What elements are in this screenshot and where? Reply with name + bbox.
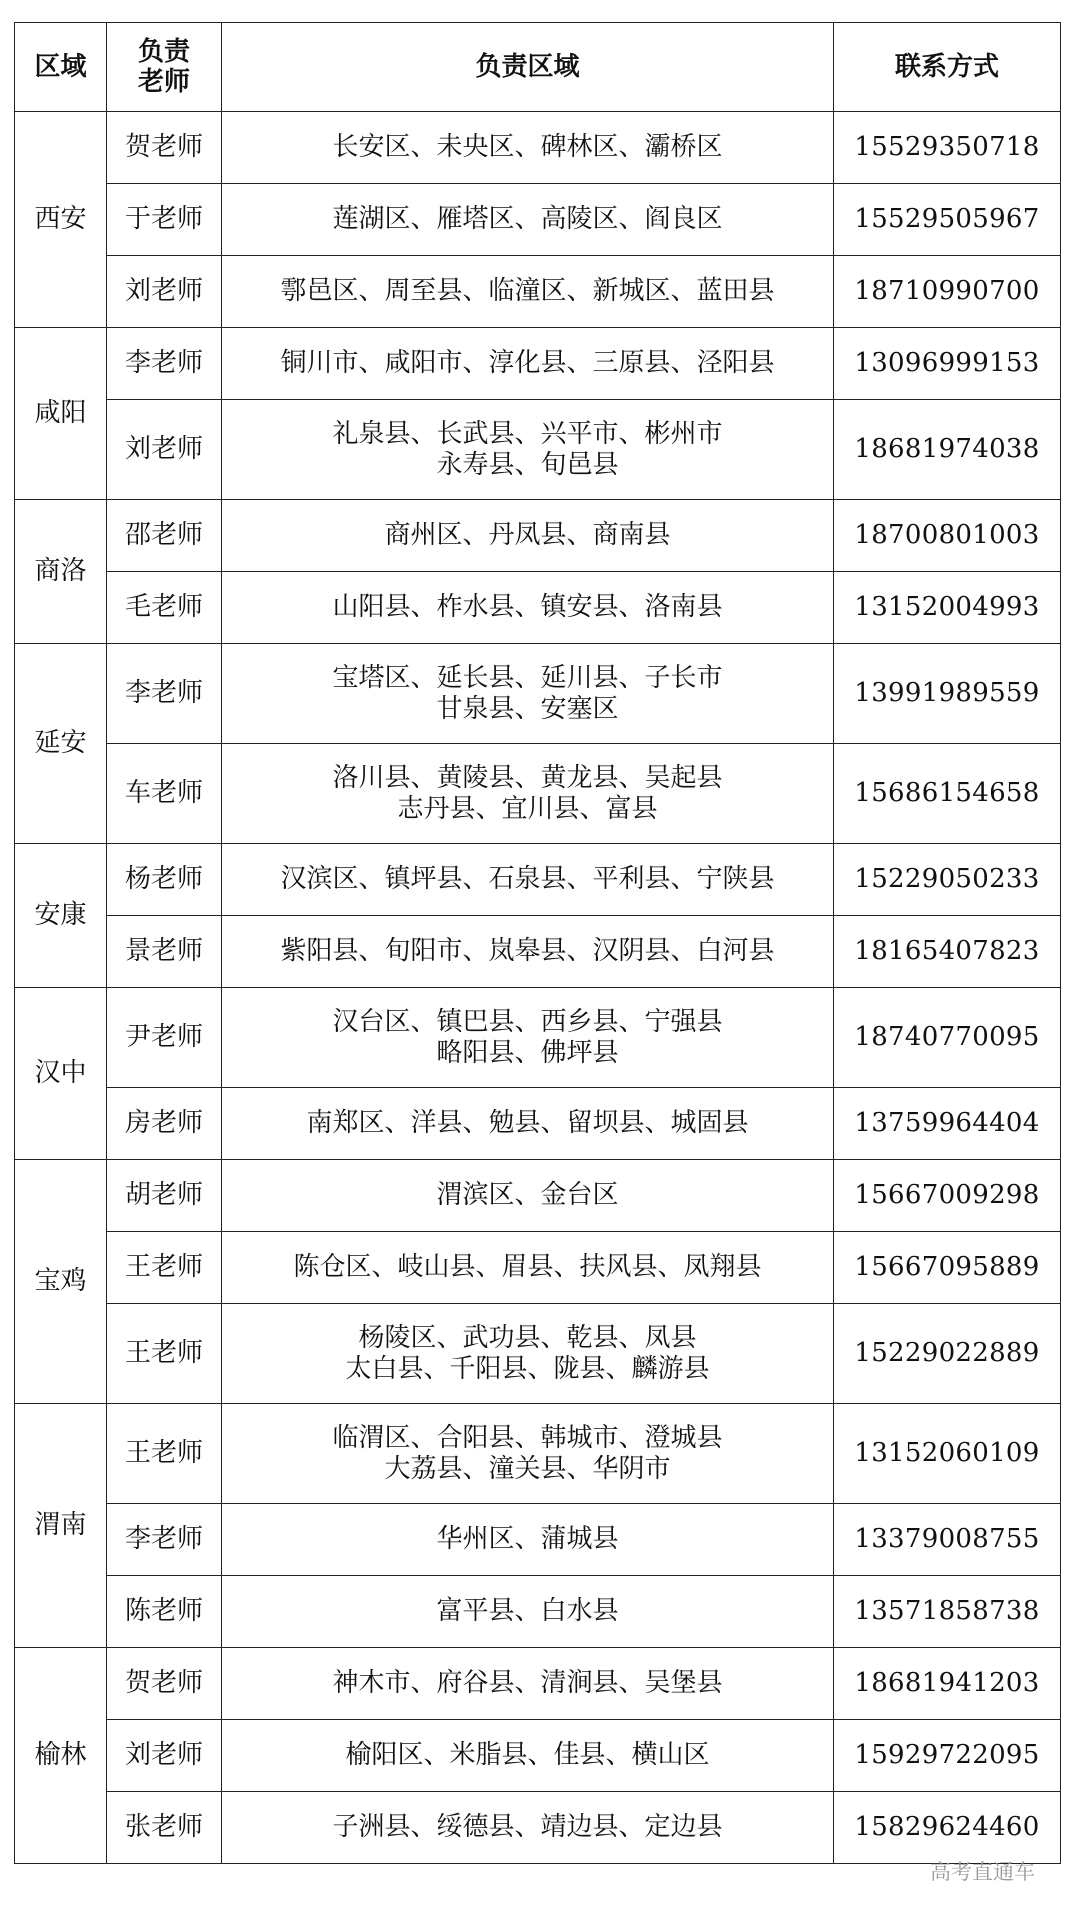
table-row (15, 500, 1061, 572)
teacher-cell: 尹老师 (107, 988, 222, 1088)
areas-line: 汉滨区、镇坪县、石泉县、平利县、宁陕县 (280, 864, 775, 894)
teacher-cell: 王老师 (107, 1304, 222, 1404)
areas-cell (222, 1504, 834, 1576)
areas-line: 略阳县、佛坪县 (436, 1037, 619, 1068)
teacher-cell: 邵老师 (107, 500, 222, 572)
areas-cell (222, 1720, 834, 1792)
header-teacher: 负责 老师 (107, 23, 222, 112)
table-row (15, 184, 1061, 256)
watermark: 高考直通车 (930, 1860, 1035, 1884)
phone-cell: 18165407823 (834, 916, 1061, 988)
table-row (15, 1576, 1061, 1648)
table-row (15, 328, 1061, 400)
areas-line: 洛川县、黄陵县、黄龙县、吴起县 (332, 762, 723, 793)
teacher-cell: 李老师 (107, 644, 222, 744)
teacher-cell: 贺老师 (107, 1648, 222, 1720)
areas-cell (222, 844, 834, 916)
areas-cell (222, 744, 834, 844)
phone-cell: 13991989559 (834, 644, 1061, 744)
areas-line: 子洲县、绥德县、靖边县、定边县 (332, 1812, 723, 1842)
table-row (15, 988, 1061, 1088)
areas-cell (222, 400, 834, 500)
table-row (15, 844, 1061, 916)
teacher-cell: 贺老师 (107, 112, 222, 184)
table-row (15, 744, 1061, 844)
teacher-cell: 房老师 (107, 1088, 222, 1160)
areas-line: 汉台区、镇巴县、西乡县、宁强县 (332, 1006, 723, 1037)
region-cell: 延安 (15, 644, 107, 844)
table-row (15, 644, 1061, 744)
table-row (15, 1792, 1061, 1864)
phone-cell: 13096999153 (834, 328, 1061, 400)
region-cell: 商洛 (15, 500, 107, 644)
areas-line: 太白县、千阳县、陇县、麟游县 (345, 1353, 710, 1384)
region-cell: 西安 (15, 112, 107, 328)
table-row (15, 112, 1061, 184)
table-row (15, 1720, 1061, 1792)
areas-cell (222, 256, 834, 328)
table-row (15, 916, 1061, 988)
areas-cell (222, 916, 834, 988)
teacher-cell: 胡老师 (107, 1160, 222, 1232)
areas-cell (222, 1304, 834, 1404)
areas-line: 神木市、府谷县、清涧县、吴堡县 (332, 1668, 723, 1698)
table-row (15, 400, 1061, 500)
region-cell: 榆林 (15, 1648, 107, 1864)
table-row (15, 572, 1061, 644)
region-cell: 安康 (15, 844, 107, 988)
phone-cell: 13152060109 (834, 1404, 1061, 1504)
phone-cell: 18740770095 (834, 988, 1061, 1088)
areas-line: 富平县、白水县 (436, 1596, 619, 1626)
phone-cell: 13759964404 (834, 1088, 1061, 1160)
phone-cell: 15229022889 (834, 1304, 1061, 1404)
areas-cell (222, 644, 834, 744)
header-contact: 联系方式 (834, 23, 1061, 112)
areas-line: 永寿县、旬邑县 (436, 449, 619, 480)
areas-cell (222, 1648, 834, 1720)
phone-cell: 15529350718 (834, 112, 1061, 184)
teacher-cell: 刘老师 (107, 400, 222, 500)
areas-line: 渭滨区、金台区 (436, 1180, 619, 1210)
teacher-cell: 王老师 (107, 1232, 222, 1304)
areas-line: 甘泉县、安塞区 (436, 693, 619, 724)
areas-line: 礼泉县、长武县、兴平市、彬州市 (332, 418, 723, 449)
teacher-cell: 毛老师 (107, 572, 222, 644)
teacher-cell: 王老师 (107, 1404, 222, 1504)
areas-cell (222, 1792, 834, 1864)
header-region: 区域 (15, 23, 107, 112)
contact-table (14, 22, 1061, 1864)
teacher-cell: 刘老师 (107, 256, 222, 328)
areas-line: 南郑区、洋县、勉县、留坝县、城固县 (306, 1108, 749, 1138)
teacher-cell: 杨老师 (107, 844, 222, 916)
areas-line: 山阳县、柞水县、镇安县、洛南县 (332, 592, 723, 622)
teacher-cell: 李老师 (107, 328, 222, 400)
phone-cell: 18700801003 (834, 500, 1061, 572)
areas-cell (222, 112, 834, 184)
teacher-cell: 张老师 (107, 1792, 222, 1864)
areas-line: 陈仓区、岐山县、眉县、扶风县、凤翔县 (293, 1252, 762, 1282)
teacher-cell: 李老师 (107, 1504, 222, 1576)
region-cell: 渭南 (15, 1404, 107, 1648)
phone-cell: 15929722095 (834, 1720, 1061, 1792)
table-row (15, 256, 1061, 328)
areas-line: 鄠邑区、周至县、临潼区、新城区、蓝田县 (280, 276, 775, 306)
phone-cell: 15229050233 (834, 844, 1061, 916)
region-cell: 汉中 (15, 988, 107, 1160)
areas-line: 华州区、蒲城县 (436, 1524, 619, 1554)
areas-cell (222, 1088, 834, 1160)
areas-cell (222, 328, 834, 400)
phone-cell: 13152004993 (834, 572, 1061, 644)
teacher-cell: 景老师 (107, 916, 222, 988)
header-areas: 负责区域 (222, 23, 834, 112)
areas-line: 宝塔区、延长县、延川县、子长市 (332, 662, 723, 693)
phone-cell: 15529505967 (834, 184, 1061, 256)
areas-line: 紫阳县、旬阳市、岚皋县、汉阴县、白河县 (280, 936, 775, 966)
table-row (15, 1232, 1061, 1304)
phone-cell: 13571858738 (834, 1576, 1061, 1648)
areas-cell (222, 988, 834, 1088)
areas-cell (222, 184, 834, 256)
areas-cell (222, 1576, 834, 1648)
phone-cell: 18681974038 (834, 400, 1061, 500)
areas-line: 铜川市、咸阳市、淳化县、三原县、泾阳县 (280, 348, 775, 378)
phone-cell: 15686154658 (834, 744, 1061, 844)
areas-line: 大荔县、潼关县、华阴市 (384, 1453, 671, 1484)
table-row (15, 1088, 1061, 1160)
areas-cell (222, 1160, 834, 1232)
areas-line: 长安区、未央区、碑林区、灞桥区 (332, 132, 723, 162)
phone-cell: 13379008755 (834, 1504, 1061, 1576)
areas-line: 商州区、丹凤县、商南县 (384, 520, 671, 550)
areas-cell (222, 500, 834, 572)
areas-line: 莲湖区、雁塔区、高陵区、阎良区 (332, 204, 723, 234)
teacher-cell: 陈老师 (107, 1576, 222, 1648)
phone-cell: 15829624460 (834, 1792, 1061, 1864)
teacher-cell: 刘老师 (107, 1720, 222, 1792)
teacher-cell: 于老师 (107, 184, 222, 256)
header-row (15, 23, 1061, 112)
phone-cell: 15667009298 (834, 1160, 1061, 1232)
areas-cell (222, 1404, 834, 1504)
table-row (15, 1160, 1061, 1232)
teacher-cell: 车老师 (107, 744, 222, 844)
areas-line: 榆阳区、米脂县、佳县、横山区 (345, 1740, 710, 1770)
areas-cell (222, 572, 834, 644)
region-cell: 宝鸡 (15, 1160, 107, 1404)
table-row (15, 1648, 1061, 1720)
phone-cell: 18681941203 (834, 1648, 1061, 1720)
areas-cell (222, 1232, 834, 1304)
table-row (15, 1504, 1061, 1576)
areas-line: 杨陵区、武功县、乾县、凤县 (358, 1322, 697, 1353)
phone-cell: 18710990700 (834, 256, 1061, 328)
areas-line: 临渭区、合阳县、韩城市、澄城县 (332, 1422, 723, 1453)
areas-line: 志丹县、宜川县、富县 (397, 793, 658, 824)
table-row (15, 1404, 1061, 1504)
table-row (15, 1304, 1061, 1404)
phone-cell: 15667095889 (834, 1232, 1061, 1304)
region-cell: 咸阳 (15, 328, 107, 500)
